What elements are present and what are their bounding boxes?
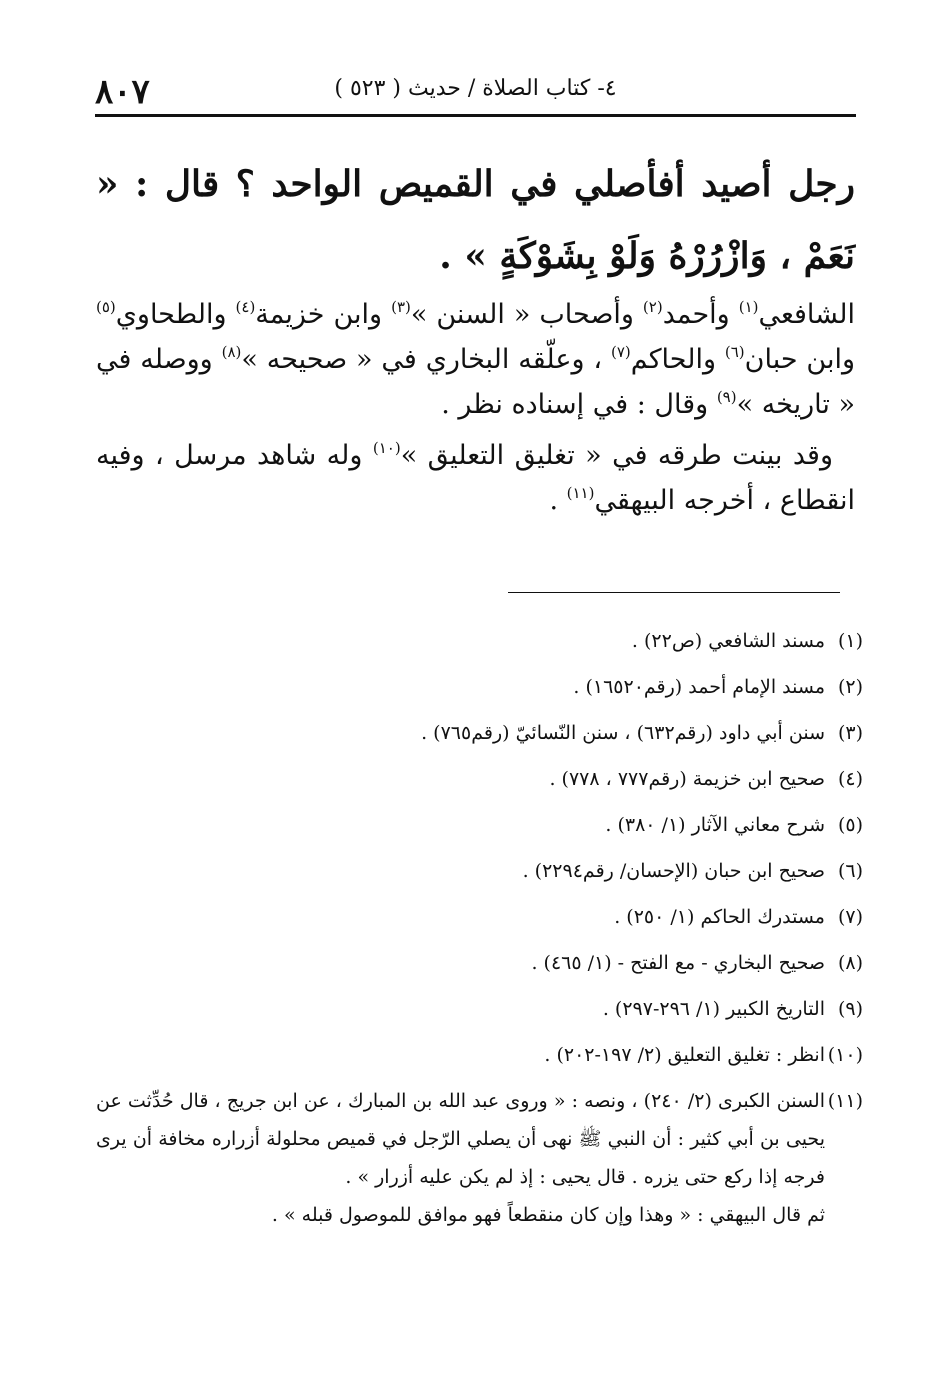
takhrij-section (96, 292, 855, 523)
footnote-text: شرح معاني الآثار (١/ ٣٨٠) . (605, 814, 825, 836)
footnote-number: (٦) (837, 860, 863, 882)
footnote (96, 802, 863, 848)
footnote-ref: (٥) (96, 298, 116, 316)
footnote-text: سنن أبي داود (رقم٦٣٢) ، سنن النّسائيّ (رقم٧٦٥) . (421, 722, 825, 744)
takhrij-text: والطحاوي (115, 299, 236, 330)
footnote-ref: (١١) (566, 484, 595, 502)
footnote-number: (١) (837, 630, 863, 652)
takhrij-text: وأحمد (662, 299, 739, 330)
footnote-text: مستدرك الحاكم (١/ ٢٥٠) . (614, 906, 825, 928)
footnote-text: صحيح ابن حبان (الإحسان/ رقم٢٢٩٤) . (522, 860, 825, 882)
footnote-ref: (٤) (235, 298, 256, 316)
takhrij-text: وقال : في إسناده نظر . (441, 389, 717, 420)
footnote-text: السنن الكبرى (٢/ ٢٤٠) ، ونصه : « وروى عبد الله بن المبارك ، عن ابن جريج ، قال حُدِّثت عن يحيى بن أبي كثير : أن النبي ﷺ نهى أن يصلي الرّجل في قميص محلولة أزراره مخافة أن يرى فرجه إذا ركع حتى يزره . قال يحيى : إذ لم يكن عليه أزرار » . (96, 1090, 825, 1188)
footnote-ref: (٧) (610, 343, 631, 361)
footnote (96, 710, 863, 756)
footnote-ref: (٢) (642, 298, 663, 316)
footnote-number: (٣) (837, 722, 863, 744)
footnote-text-block (96, 1082, 825, 1234)
footnote-text: التاريخ الكبير (١/ ٢٩٦-٢٩٧) . (602, 998, 825, 1020)
header-rule (95, 114, 856, 117)
footnote-continuation: ثم قال البيهقي : « وهذا وإن كان منقطعاً فهو موافق للموصول قبله » . (271, 1204, 825, 1226)
footnote-text: انظر : تغليق التعليق (٢/ ١٩٧-٢٠٢) . (544, 1044, 825, 1066)
takhrij-paragraph-1 (96, 292, 855, 427)
footnote-text: مسند الشافعي (ص٢٢) . (631, 630, 825, 652)
takhrij-text: وأصحاب « السنن » (410, 299, 643, 330)
takhrij-text: والحاكم (630, 344, 725, 375)
footnote-text: مسند الإمام أحمد (رقم١٦٥٢٠) . (573, 676, 825, 698)
footnote-ref: (٨) (221, 343, 242, 361)
hadith-text: رجل أصيد أفأصلي في القميص الواحد ؟ قال : « نَعَمْ ، وَازْرُرْهُ وَلَوْ بِشَوْكَةٍ » . (96, 163, 855, 277)
footnote-text: صحيح ابن خزيمة (رقم٧٧٧ ، ٧٧٨) . (549, 768, 825, 790)
takhrij-text: وابن حبان (744, 344, 856, 375)
footnote (96, 1082, 863, 1234)
footnote-number: (٧) (837, 906, 863, 928)
footnote-text: صحيح البخاري - مع الفتح - (١/ ٤٦٥) . (531, 952, 825, 974)
footnote (96, 986, 863, 1032)
takhrij-text: الشافعي (758, 299, 855, 330)
takhrij-paragraph-2 (96, 433, 855, 523)
takhrij-text: وله شاهد مرسل ، وفيه انقطاع ، أخرجه البيهقي (96, 440, 855, 516)
footnote (96, 894, 863, 940)
footnote-ref: (١) (738, 298, 759, 316)
footnote (96, 756, 863, 802)
footnote-number: (٥) (837, 814, 863, 836)
footnote-number: (٨) (837, 952, 863, 974)
footnote-number: (٢) (837, 676, 863, 698)
footnote-separator (508, 592, 840, 593)
running-title: ٤- كتاب الصلاة / حديث ( ٥٢٣ ) (334, 76, 617, 101)
page-header (95, 66, 856, 116)
takhrij-text: وابن خزيمة (255, 299, 392, 330)
footnote-number: (٤) (837, 768, 863, 790)
footnotes (96, 618, 863, 1234)
footnote-ref: (٦) (724, 343, 745, 361)
footnote-number: (١١) (827, 1090, 863, 1112)
takhrij-text: ووصله في « تاريخه » (96, 344, 855, 420)
footnote (96, 940, 863, 986)
takhrij-text: . (549, 485, 567, 516)
footnote (96, 848, 863, 894)
footnote (96, 1032, 863, 1078)
takhrij-text: وقد بينت طرقه في « تغليق التعليق » (400, 440, 833, 471)
page-number: ٨٠٧ (95, 72, 150, 112)
footnote (96, 664, 863, 710)
takhrij-text: ، وعلّقه البخاري في « صحيحه » (241, 344, 611, 375)
footnote-ref: (٩) (716, 388, 737, 406)
footnote-number: (٩) (837, 998, 863, 1020)
footnote-number: (١٠) (827, 1044, 863, 1066)
footnote-ref: (١٠) (372, 439, 401, 457)
footnote-ref: (٣) (391, 298, 411, 316)
footnote (96, 618, 863, 664)
